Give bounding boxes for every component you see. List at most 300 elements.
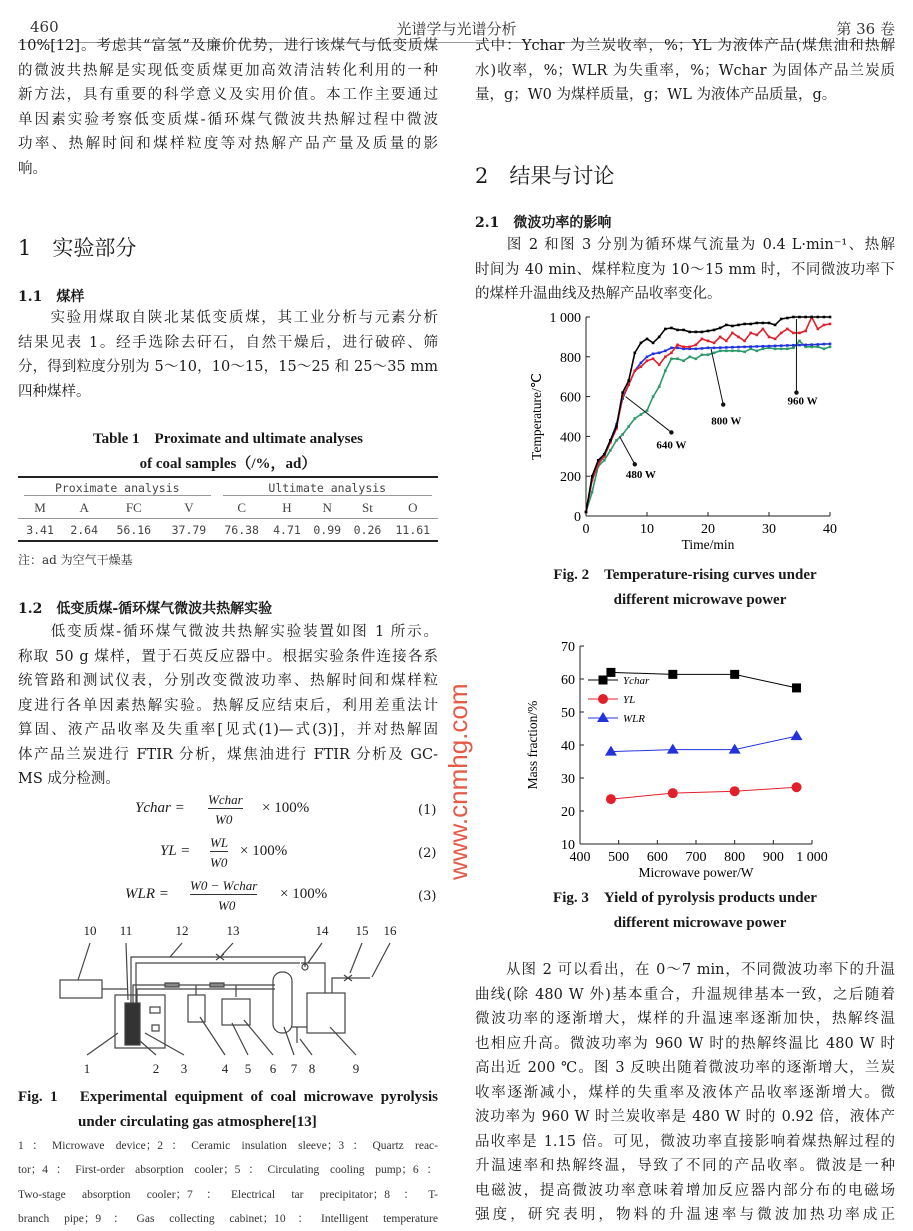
data-point <box>652 395 655 398</box>
legend-marker <box>598 694 608 704</box>
data-point <box>658 385 661 388</box>
data-point <box>829 323 832 326</box>
data-point <box>737 350 740 353</box>
diagram-label: 6 <box>269 1061 277 1076</box>
data-point <box>730 786 740 796</box>
text-line: 从图 2 可以看出，在 0～7 min，不同微波功率下的升温 <box>475 962 895 978</box>
data-point <box>731 325 734 328</box>
column-header: N <box>322 500 332 515</box>
table-header-row <box>18 498 438 519</box>
series-line-480W <box>586 341 830 512</box>
text-line: tor；4：First-order absorption cooler；5：Circulating cooling pump；6： <box>18 1164 438 1177</box>
figure-intro-paragraph <box>475 233 895 307</box>
text-line: 强度，研究表明，物料的升温速率与微波加热功率成正 <box>475 1207 895 1223</box>
data-point <box>707 354 710 357</box>
data-point <box>701 347 704 350</box>
gas-collecting-cabinet <box>307 993 345 1033</box>
section-heading-2: 2 结果与讨论 <box>475 164 615 188</box>
table-note: 注：ad 为空气干燥基 <box>18 553 133 567</box>
text-line: 曲线(除 480 W 外)基本重合，升温规律基本一致，之后随着 <box>475 986 895 1003</box>
table-title <box>18 427 438 476</box>
data-point <box>780 348 783 351</box>
data-point <box>780 344 783 347</box>
data-point <box>829 343 832 346</box>
equation-numerator: W0 − Wchar <box>190 878 258 893</box>
y-tick-label: 70 <box>561 640 575 655</box>
y-tick-label: 60 <box>561 673 575 688</box>
figure-3-caption <box>475 886 895 935</box>
equation-numerator: Wchar <box>208 792 243 807</box>
coal-analysis-table <box>18 476 438 542</box>
arrow-head-icon <box>794 390 798 394</box>
data-point <box>798 332 801 335</box>
data-point <box>707 340 710 343</box>
text-line: 度进行各单因素热解实验。热解反应结束后，利用差重法计 <box>18 697 438 714</box>
equation-denominator: W0 <box>218 898 236 913</box>
equation-denominator: W0 <box>210 855 228 870</box>
watermark: www.cnmhg.com <box>443 683 473 880</box>
method-paragraph <box>18 620 438 792</box>
data-point <box>756 334 759 337</box>
data-point <box>609 449 612 452</box>
x-tick-label: 600 <box>646 850 668 865</box>
x-tick-label: 1 000 <box>796 850 828 865</box>
pyrolysis-yield-chart <box>525 635 855 885</box>
data-point <box>713 352 716 355</box>
column-header: O <box>408 500 418 515</box>
data-point <box>670 357 673 360</box>
data-point <box>664 356 667 359</box>
column-header: V <box>184 500 194 515</box>
y-axis-label: Temperature/℃ <box>529 373 544 460</box>
arrow-head-icon <box>633 462 637 466</box>
data-point <box>713 347 716 350</box>
equation-number: (3) <box>418 889 437 904</box>
text-line: 时间为 40 min、煤样粒度为 10～15 mm 时，不同微波功率下 <box>475 261 895 278</box>
data-point <box>603 459 606 462</box>
x-tick-label: 400 <box>569 850 591 865</box>
data-point <box>774 338 777 341</box>
data-point <box>676 357 679 360</box>
diagram-label: 9 <box>352 1061 360 1076</box>
series-line-YL <box>611 787 797 799</box>
text-line: 升温速率和热解终温，导致了不同的产品收率。微波是一种 <box>475 1158 895 1174</box>
data-point <box>725 346 728 349</box>
group-header: Ultimate analysis <box>223 481 432 496</box>
data-point <box>719 327 722 330</box>
data-point <box>634 369 637 372</box>
data-point <box>810 343 813 346</box>
data-point <box>749 332 752 335</box>
legend-label: Ychar <box>623 675 650 687</box>
x-tick-label: 800 <box>724 850 746 865</box>
data-point <box>730 670 739 679</box>
table-cell: 37.79 <box>171 522 207 537</box>
y-tick-label: 40 <box>561 739 575 754</box>
diagram-label: 5 <box>244 1061 252 1076</box>
data-point <box>688 331 691 334</box>
data-point <box>682 359 685 362</box>
data-point <box>713 329 716 332</box>
subsection-heading-2-1: 2.1 微波功率的影响 <box>475 215 612 231</box>
data-point <box>798 316 801 319</box>
data-point <box>823 348 826 351</box>
table-cell: 4.71 <box>273 522 301 537</box>
subsection-heading-1-2: 1.2 低变质煤-循环煤气微波共热解实验 <box>18 601 273 617</box>
data-point <box>606 794 616 804</box>
data-point <box>823 343 826 346</box>
coal-sample-paragraph <box>18 306 438 404</box>
data-point <box>652 342 655 345</box>
data-point <box>725 324 728 327</box>
data-point <box>670 352 673 355</box>
data-point <box>695 348 698 351</box>
column-header: H <box>282 500 292 515</box>
column-header: St <box>362 500 373 515</box>
diagram-label: 3 <box>180 1061 188 1076</box>
text-line: 量，g；W0 为煤样质量，g；WL 为液体产品质量，g。 <box>475 87 837 103</box>
arrow-head-icon <box>669 430 673 434</box>
data-point <box>664 350 667 353</box>
data-point <box>731 346 734 349</box>
x-tick-label: 40 <box>823 522 837 537</box>
annotation-arrow <box>626 397 672 433</box>
electrical-tar-precipitator <box>273 972 292 1033</box>
first-order-cooler <box>188 995 205 1022</box>
data-point <box>786 344 789 347</box>
x-tick-label: 30 <box>762 522 776 537</box>
data-point <box>695 331 698 334</box>
intro-paragraph <box>18 34 438 181</box>
table-title-line: Table 1 Proximate and ultimate analyses <box>92 431 363 447</box>
annotation-label: 640 W <box>656 439 687 452</box>
table-row <box>18 519 438 542</box>
x-tick-label: 500 <box>608 850 630 865</box>
data-point <box>829 316 832 319</box>
diagram-label: 11 <box>119 923 133 938</box>
text-line: 体产品兰炭进行 FTIR 分析，煤焦油进行 FTIR 分析及 GC- <box>18 746 438 763</box>
diagram-label: 7 <box>290 1061 298 1076</box>
caption-line: Fig. 2 Temperature-rising curves under <box>553 567 817 583</box>
x-tick-label: 700 <box>685 850 707 865</box>
data-point <box>670 347 673 350</box>
data-point <box>707 330 710 333</box>
data-point <box>676 344 679 347</box>
data-point <box>756 322 759 325</box>
data-point <box>798 344 801 347</box>
column-header: C <box>237 500 246 515</box>
legend-marker <box>599 676 608 685</box>
data-point <box>792 344 795 347</box>
data-point <box>762 348 765 351</box>
data-point <box>743 323 746 326</box>
legend-label: WLR <box>623 713 645 725</box>
data-point <box>585 511 588 514</box>
caption-line: different microwave power <box>613 914 787 931</box>
data-point <box>817 328 820 331</box>
data-point <box>725 350 728 353</box>
data-point <box>713 342 716 345</box>
volume: 第 36 卷 <box>836 20 895 38</box>
diagram-label: 13 <box>226 923 240 938</box>
text-line: branch pipe；9：Gas collecting cabinet；10：Intelligent temperature <box>18 1212 438 1225</box>
text-line: 1：Microwave device；2：Ceramic insulation sleeve；3：Quartz reac- <box>18 1140 438 1152</box>
diagram-label: 4 <box>221 1061 229 1076</box>
data-point <box>786 348 789 351</box>
data-point <box>646 338 649 341</box>
data-point <box>676 329 679 332</box>
data-point <box>774 324 777 327</box>
data-point <box>774 348 777 351</box>
data-point <box>634 417 637 420</box>
data-point <box>792 782 802 792</box>
data-point <box>798 340 801 343</box>
data-point <box>737 324 740 327</box>
column-header: FC <box>125 500 142 515</box>
table-cell: 2.64 <box>70 522 99 537</box>
text-line: 实验用煤取自陕北某低变质煤，其工业分析与元素分析 <box>18 310 438 326</box>
text-line: 微波功率的逐渐增大，煤样的升温速率逐渐加快，热解终温 <box>475 1011 895 1027</box>
data-point <box>762 322 765 325</box>
x-axis-label: Time/min <box>681 537 735 552</box>
data-point <box>707 347 710 350</box>
text-line: 式中：Ychar 为兰炭收率，%；YL 为液体产品(煤焦油和热解 <box>475 38 895 54</box>
equation-tail: × 100% <box>240 843 288 859</box>
data-point <box>774 345 777 348</box>
data-point <box>597 459 600 462</box>
data-point <box>609 439 612 442</box>
data-point <box>682 346 685 349</box>
data-point <box>646 409 649 412</box>
annotation-label: 480 W <box>625 469 656 482</box>
two-stage-cooler <box>222 999 250 1025</box>
figure-2-caption <box>475 563 895 612</box>
table-title-line: of coal samples（/%，ad） <box>139 455 317 472</box>
data-point <box>749 345 752 348</box>
equation-lhs: YL = <box>160 843 191 859</box>
data-point <box>591 491 594 494</box>
data-point <box>658 336 661 339</box>
subsection-heading-1-1: 1.1 煤样 <box>18 289 85 305</box>
data-point <box>668 670 677 679</box>
x-axis-label: Microwave power/W <box>638 865 754 880</box>
data-point <box>646 356 649 359</box>
data-point <box>743 340 746 343</box>
text-line: 低变质煤-循环煤气微波共热解实验装置如图 1 所示。 <box>18 624 438 640</box>
data-point <box>646 359 649 362</box>
temperature-controller <box>60 980 102 998</box>
diagram-label: 1 <box>83 1061 91 1076</box>
equation-numerator: WL <box>210 835 229 850</box>
discussion-paragraph <box>475 958 895 1228</box>
data-point <box>786 317 789 320</box>
diagram-label: 14 <box>315 923 329 938</box>
text-line: 新方法，具有重要的科学意义及实用价值。本工作主要通过 <box>18 87 438 103</box>
x-tick-label: 20 <box>701 522 715 537</box>
data-point <box>695 357 698 360</box>
quartz-reactor <box>125 1003 140 1045</box>
x-tick-label: 0 <box>582 522 590 537</box>
data-point <box>768 345 771 348</box>
data-point <box>652 357 655 360</box>
data-point <box>640 365 643 368</box>
data-point <box>664 369 667 372</box>
y-tick-label: 50 <box>561 706 575 721</box>
text-line: 水)收率，%；WLR 为失重率，%；Wchar 为固体产品兰炭质 <box>475 62 895 79</box>
y-tick-label: 800 <box>560 350 581 366</box>
series-line-640W <box>586 344 830 512</box>
data-point <box>780 318 783 321</box>
equation-tail: × 100% <box>262 800 310 816</box>
equation-number: (2) <box>418 846 437 861</box>
data-point <box>652 353 655 356</box>
table-cell: 0.26 <box>353 522 382 537</box>
data-point <box>762 328 765 331</box>
equation-denominator: W0 <box>215 812 233 827</box>
data-point <box>823 316 826 319</box>
data-point <box>688 346 691 349</box>
data-point <box>627 425 630 428</box>
section-heading-1: 1 实验部分 <box>18 236 137 260</box>
data-point <box>719 350 722 353</box>
legend-label: YL <box>623 694 636 706</box>
data-point <box>701 331 704 334</box>
text-line: 品收率是 1.15 倍。可见，微波功率直接影响着煤热解过程的 <box>475 1133 895 1150</box>
data-point <box>749 323 752 326</box>
data-point <box>817 316 820 319</box>
y-tick-label: 400 <box>560 430 581 446</box>
data-point <box>670 327 673 330</box>
data-point <box>804 316 807 319</box>
data-point <box>606 668 615 677</box>
diagram-label: 16 <box>383 923 397 938</box>
data-point <box>621 433 624 436</box>
caption-line: under circulating gas atmosphere[13] <box>78 1113 317 1130</box>
data-point <box>668 788 678 798</box>
data-point <box>701 354 704 357</box>
data-point <box>634 352 637 355</box>
data-point <box>768 336 771 339</box>
data-point <box>667 744 679 754</box>
y-axis-label: Mass fraction/% <box>525 700 540 790</box>
data-point <box>768 322 771 325</box>
text-line: 波功率为 960 W 时兰炭收率是 480 W 时的 0.92 倍，液体产 <box>475 1109 895 1125</box>
text-line: 算固、液产品收率及失重率[见式(1)—式(3)]，并对热解固 <box>18 722 438 738</box>
data-point <box>791 730 803 740</box>
text-line: 响。 <box>18 160 47 177</box>
data-point <box>792 683 801 692</box>
caption-line: different microwave power <box>613 591 787 608</box>
data-point <box>640 413 643 416</box>
figure-1-caption <box>18 1085 438 1134</box>
y-tick-label: 0 <box>574 510 581 525</box>
data-point <box>719 346 722 349</box>
data-point <box>810 316 813 319</box>
data-point <box>640 342 643 345</box>
data-point <box>658 352 661 355</box>
data-point <box>743 346 746 349</box>
x-tick-label: 900 <box>762 850 784 865</box>
data-point <box>731 350 734 353</box>
data-point <box>780 332 783 335</box>
text-line: MS 成分检测。 <box>18 771 120 787</box>
data-point <box>605 746 617 756</box>
data-point <box>664 328 667 331</box>
diagram-label: 12 <box>175 923 189 938</box>
table-cell: 11.61 <box>395 522 431 537</box>
data-point <box>792 347 795 350</box>
text-line: 电磁波，提高微波功率意味着增加反应器内部分布的电磁场 <box>475 1182 895 1199</box>
data-point <box>603 453 606 456</box>
annotation-label: 800 W <box>711 415 742 428</box>
data-point <box>817 346 820 349</box>
text-line: 的微波共热解是实现低变质煤更加高效清洁转化利用的一种 <box>18 62 438 79</box>
data-point <box>591 475 594 478</box>
text-line: 收率逐渐减小，煤样的失重率及液体产品收率逐渐增大。微 <box>475 1084 895 1101</box>
text-line: 分，得到粒度分别为 5～10，10～15，15～25 和 25～35 mm <box>18 359 438 375</box>
symbols-paragraph <box>475 34 895 108</box>
y-tick-label: 1 000 <box>549 311 581 326</box>
diagram-label: 10 <box>83 923 97 938</box>
equation-lhs: WLR = <box>125 886 169 902</box>
series-line-WLR <box>611 736 797 752</box>
data-point <box>756 350 759 353</box>
data-point <box>817 343 820 346</box>
y-tick-label: 200 <box>560 470 581 486</box>
table-cell: 0.99 <box>313 522 342 537</box>
data-point <box>682 329 685 332</box>
data-point <box>743 351 746 354</box>
text-line: 10%[12]。考虑其“富氢”及廉价优势，进行该煤气与低变质煤 <box>18 38 438 54</box>
text-line: Two-stage absorption cooler；7：Electrical tar precipitator；8：T- <box>18 1188 438 1201</box>
arrow-head-icon <box>721 402 725 406</box>
equation-lhs: Ychar = <box>135 800 185 816</box>
data-point <box>640 361 643 364</box>
caption-line: Fig. 3 Yield of pyrolysis products under <box>553 890 817 906</box>
annotation-arrow <box>711 349 723 405</box>
text-line: 结果见表 1。经手选除去矸石，自然干燥后，进行破碎、筛 <box>18 334 438 351</box>
figure-1-legend <box>18 1134 438 1231</box>
y-tick-label: 30 <box>561 772 575 787</box>
text-line: 称取 50 g 煤样，置于石英反应器中。根据实验条件连接各系 <box>18 648 438 665</box>
data-point <box>792 332 795 335</box>
y-tick-label: 600 <box>560 390 581 406</box>
data-point <box>615 439 618 442</box>
text-line: 四种煤样。 <box>18 383 91 400</box>
data-point <box>737 346 740 349</box>
diagram-label: 8 <box>308 1061 316 1076</box>
text-line: 单因素实验考察低变质煤-循环煤气微波共热解过程中微波 <box>18 111 438 128</box>
data-point <box>804 344 807 347</box>
experimental-equipment-diagram <box>0 915 460 1080</box>
equation-tail: × 100% <box>280 886 328 902</box>
annotation-arrow <box>620 436 635 464</box>
data-point <box>615 425 618 428</box>
data-point <box>731 332 734 335</box>
y-tick-label: 10 <box>561 838 575 853</box>
data-point <box>829 346 832 349</box>
annotation-label: 960 W <box>787 395 818 408</box>
legend-marker <box>597 712 609 722</box>
table-cell: 76.38 <box>224 522 259 537</box>
data-point <box>756 345 759 348</box>
column-header: A <box>79 500 89 515</box>
data-point <box>725 340 728 343</box>
data-point <box>695 344 698 347</box>
text-line: 功率、热解时间和煤样粒度等对热解产品产量及质量的影 <box>18 136 438 152</box>
data-point <box>688 356 691 359</box>
caption-line: Fig. 1 Experimental equipment of coal microwave pyrolysis <box>18 1089 438 1105</box>
